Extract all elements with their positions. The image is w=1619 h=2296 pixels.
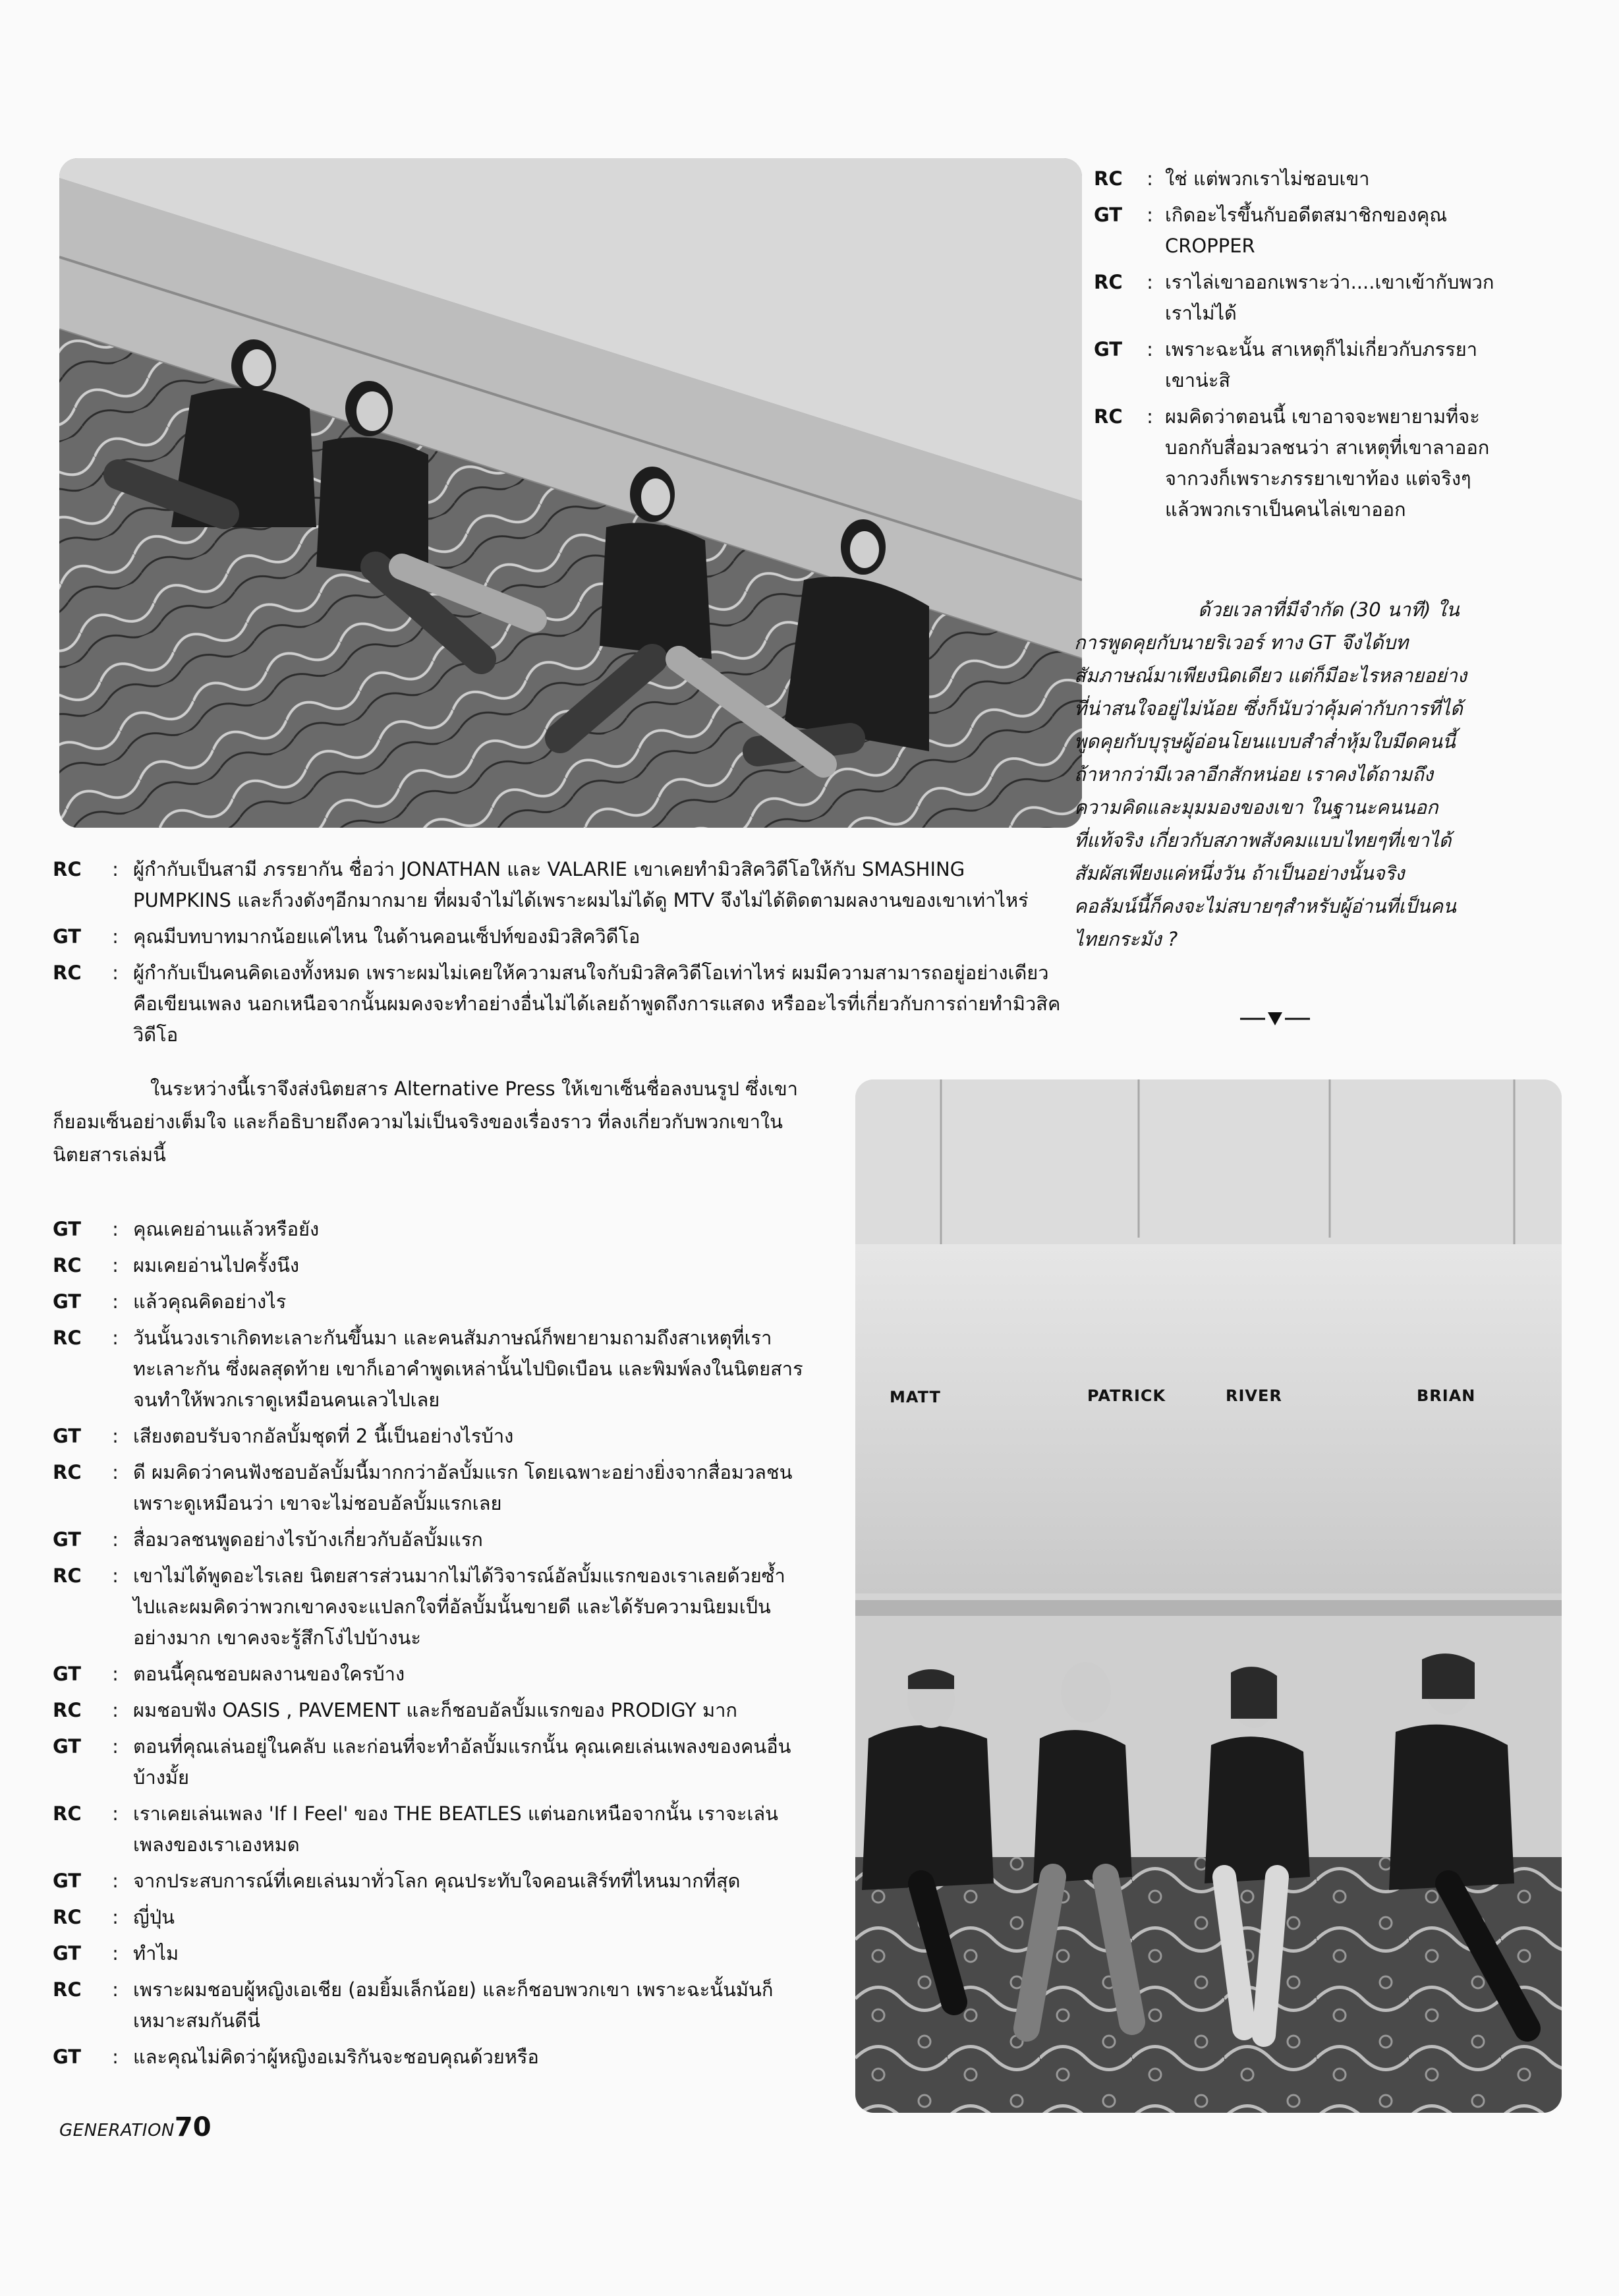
ornament-icon	[1239, 1010, 1311, 1028]
qa-row	[53, 1323, 804, 1416]
qa-text: ผมเคยอ่านไปครั้งนึง	[133, 1254, 300, 1277]
qa-row	[53, 1731, 804, 1793]
qa-text: ดี ผมคิดว่าคนฟังชอบอัลบั้มนี้มากกว่าอัลบั้มแรก โดยเฉพาะอย่างยิ่งจากสื่อมวลชนเพราะดูเหมือนว่า เขาจะไม่ชอบอัลบั้มแรกเลย	[133, 1461, 793, 1514]
editor-note	[1074, 593, 1469, 956]
qa-text: ตอนที่คุณเล่นอยู่ในคลับ และก่อนที่จะทำอัลบั้มแรกนั้น คุณเคยเล่นเพลงของคนอื่นบ้างมั้ย	[133, 1735, 791, 1789]
magazine-name: GENERATION	[59, 2121, 175, 2140]
qa-text: ใช่ แต่พวกเราไม่ชอบเขา	[1165, 167, 1370, 190]
qa-row	[53, 1866, 804, 1897]
qa-row	[53, 2042, 804, 2073]
colon: :	[112, 1218, 119, 1240]
qa-text: เราไล่เขาออกเพราะว่า....เขาเข้ากับพวกเราไม่ได้	[1165, 271, 1494, 324]
speaker-label: RC	[1094, 271, 1123, 293]
qa-row	[53, 854, 1061, 916]
qa-text: เราเคยเล่นเพลง 'If I Feel' ของ THE BEATLES แต่นอกเหนือจากนั้น เราจะเล่นเพลงของเราเองหมด	[133, 1802, 778, 1856]
photo-label-river: RIVER	[1226, 1387, 1282, 1405]
qa-row	[1094, 163, 1496, 194]
qa-text: แล้วคุณคิดอย่างไร	[133, 1290, 287, 1313]
qa-text: เพราะผมชอบผู้หญิงเอเชีย (อมยิ้มเล็กน้อย) และก็ชอบพวกเขา เพราะฉะนั้นมันก็เหมาะสมกันดีนี่	[133, 1978, 774, 2032]
speaker-label: RC	[53, 1978, 82, 2001]
colon: :	[112, 2046, 119, 2068]
colon: :	[112, 1290, 119, 1313]
divider-ornament	[1239, 1010, 1311, 1031]
speaker-label: GT	[1094, 338, 1123, 360]
qa-text: เสียงตอบรับจากอัลบั้มชุดที่ 2 นี้เป็นอย่างไรบ้าง	[133, 1425, 514, 1447]
colon: :	[112, 1564, 119, 1587]
colon: :	[1147, 405, 1153, 428]
speaker-label: RC	[1094, 405, 1123, 428]
left-column-interview	[53, 1214, 804, 2073]
colon: :	[112, 1870, 119, 1892]
qa-text: ผมชอบฟัง OASIS , PAVEMENT และก็ชอบอัลบั้มแรกของ PRODIGY มาก	[133, 1699, 737, 1721]
qa-row	[53, 1214, 804, 1245]
qa-row	[53, 1561, 804, 1653]
speaker-label: RC	[53, 1906, 82, 1928]
qa-text: เขาไม่ได้พูดอะไรเลย นิตยสารส่วนมากไม่ได้วิจารณ์อัลบั้มแรกของเราเลยด้วยซ้ำไปและผมคิดว่าพวกเขาคงจะแปลกใจที่อัลบั้มนั้นขายดี และได้รับความนิยมเป็นอย่างมาก เขาคงจะรู้สึกโง่ไปบ้างนะ	[133, 1564, 785, 1649]
qa-row	[53, 1421, 804, 1452]
qa-text: สื่อมวลชนพูดอย่างไรบ้างเกี่ยวกับอัลบั้มแรก	[133, 1528, 483, 1551]
page-number: 70	[174, 2112, 212, 2142]
band-photo-top-image	[59, 158, 1082, 828]
intro-text: ในระหว่างนี้เราจึงส่งนิตยสาร Alternative Press ให้เขาเซ็นชื่อลงบนรูป ซึ่งเขาก็ยอมเซ็นอย่างเต็มใจ และก็อธิบายถึงความไม่เป็นจริงของเรื่องราว ที่ลงเกี่ยวกับพวกเขาในนิตยสารเล่มนี้	[53, 1077, 798, 1166]
photo-label-matt: MATT	[890, 1388, 941, 1406]
qa-row	[53, 958, 1061, 1050]
colon: :	[112, 961, 119, 984]
colon: :	[112, 1254, 119, 1277]
colon: :	[112, 1663, 119, 1685]
qa-row	[53, 1250, 804, 1281]
speaker-label: GT	[1094, 204, 1123, 226]
colon: :	[112, 1735, 119, 1758]
speaker-label: RC	[53, 1254, 82, 1277]
qa-text: คุณมีบทบาทมากน้อยแค่ไหน ในด้านคอนเซ็ปท์ของมิวสิควิดีโอ	[133, 925, 640, 948]
qa-row	[53, 1659, 804, 1690]
editor-note-text: ด้วยเวลาที่มีจำกัด (30 นาที) ในการพูดคุยกับนายริเวอร์ ทาง GT จึงได้บทสัมภาษณ์มาเพียงนิดเดียว แต่ก็มีอะไรหลายอย่างที่น่าสนใจอยู่ไม่น้อย ซึ่งก็นับว่าคุ้มค่ากับการที่ได้พูดคุยกับบุรุษผู้อ่อนโยนแบบสำส่ำหุ้มใบมีดคนนี้ ถ้าหากว่ามีเวลาอีกสักหน่อย เราคงได้ถามถึงความคิดและมุมมองของเขา ในฐานะคนนอกที่แท้จริง เกี่ยวกับสภาพสังคมแบบไทยๆที่เขาได้สัมผัสเพียงแค่หนึ่งวัน ถ้าเป็นอย่างนั้นจริง คอลัมน์นี้ก็คงจะไม่สบายๆสำหรับผู้อ่านที่เป็นคนไทยกระมัง ?	[1074, 598, 1467, 950]
qa-row	[1094, 267, 1496, 329]
speaker-label: RC	[53, 1564, 82, 1587]
band-photo-bottom-image	[855, 1079, 1562, 2113]
qa-row	[53, 1286, 804, 1317]
qa-row	[53, 1798, 804, 1860]
speaker-label: RC	[53, 858, 82, 880]
photo-label-brian: BRIAN	[1417, 1387, 1476, 1405]
speaker-label: GT	[53, 1290, 82, 1313]
qa-text: เกิดอะไรขึ้นกับอดีตสมาชิกของคุณ CROPPER	[1165, 204, 1448, 257]
speaker-label: GT	[53, 1870, 82, 1892]
qa-row	[53, 1938, 804, 1969]
speaker-label: RC	[53, 1802, 82, 1825]
qa-text: วันนั้นวงเราเกิดทะเลาะกันขึ้นมา และคนสัมภาษณ์ก็พยายามถามถึงสาเหตุที่เราทะเลาะกัน ซึ่งผลสุดท้าย เขาก็เอาคำพูดเหล่านั้นไปบิดเบือน และพิมพ์ลงในนิตยสาร จนทำให้พวกเราดูเหมือนคนเลวไปเลย	[133, 1327, 803, 1411]
page-footer	[59, 2112, 212, 2142]
colon: :	[1147, 167, 1153, 190]
intro-paragraph	[53, 1072, 804, 1171]
qa-text: ผมคิดว่าตอนนี้ เขาอาจจะพยายามที่จะบอกกับสื่อมวลชนว่า สาเหตุที่เขาลาออกจากวงก็เพราะภรรยาเขาท้อง แต่จริงๆแล้วพวกเราเป็นคนไล่เขาออก	[1165, 405, 1490, 521]
colon: :	[112, 1461, 119, 1483]
qa-text: ทำไม	[133, 1942, 179, 1965]
speaker-label: GT	[53, 925, 82, 948]
top-right-interview	[1094, 163, 1496, 525]
colon: :	[112, 1528, 119, 1551]
speaker-label: GT	[53, 1218, 82, 1240]
speaker-label: GT	[53, 1663, 82, 1685]
speaker-label: RC	[53, 1327, 82, 1349]
qa-text: ผู้กำกับเป็นคนคิดเองทั้งหมด เพราะผมไม่เคยให้ความสนใจกับมิวสิควิดีโอเท่าไหร่ ผมมีความสามารถอยู่อย่างเดียวคือเขียนเพลง นอกเหนือจากนั้นผมคงจะทำอย่างอื่นไม่ได้เลยถ้าพูดถึงการแสดง หรืออะไรที่เกี่ยวกับการถ่ายทำมิวสิค วิดีโอ	[133, 961, 1061, 1046]
speaker-label: GT	[53, 1425, 82, 1447]
band-photo-top	[59, 158, 1082, 828]
band-photo-bottom	[855, 1079, 1562, 2113]
qa-text: จากประสบการณ์ที่เคยเล่นมาทั่วโลก คุณประทับใจคอนเสิร์ทที่ไหนมากที่สุด	[133, 1870, 741, 1892]
qa-row	[53, 1524, 804, 1555]
speaker-label: GT	[53, 1735, 82, 1758]
qa-text: เพราะฉะนั้น สาเหตุก็ไม่เกี่ยวกับภรรยาเขาน่ะสิ	[1165, 338, 1478, 391]
speaker-label: RC	[53, 961, 82, 984]
colon: :	[112, 1327, 119, 1349]
mid-left-interview	[53, 854, 1061, 1050]
qa-text: และคุณไม่คิดว่าผู้หญิงอเมริกันจะชอบคุณด้วยหรือ	[133, 2046, 539, 2068]
speaker-label: GT	[53, 1528, 82, 1551]
qa-row	[53, 1902, 804, 1933]
qa-text: คุณเคยอ่านแล้วหรือยัง	[133, 1218, 320, 1240]
photo-label-patrick: PATRICK	[1087, 1387, 1166, 1405]
qa-row	[1094, 401, 1496, 525]
speaker-label: RC	[53, 1461, 82, 1483]
colon: :	[112, 1942, 119, 1965]
qa-text: ตอนนี้คุณชอบผลงานของใครบ้าง	[133, 1663, 405, 1685]
qa-row	[53, 1974, 804, 2036]
colon: :	[112, 1425, 119, 1447]
colon: :	[1147, 204, 1153, 226]
colon: :	[1147, 271, 1153, 293]
colon: :	[112, 1802, 119, 1825]
speaker-label: GT	[53, 2046, 82, 2068]
speaker-label: GT	[53, 1942, 82, 1965]
colon: :	[1147, 338, 1153, 360]
speaker-label: RC	[53, 1699, 82, 1721]
qa-text: ผู้กำกับเป็นสามี ภรรยากัน ชื่อว่า JONATHAN และ VALARIE เขาเคยทำมิวสิควิดีโอให้กับ SMASHING PUMPKINS และก็วงดังๆอีกมากมาย ที่ผมจำไม่ได้เพราะผมไม่ได้ดู MTV จึงไม่ได้ติดตามผลงานของเขาเท่าไหร่	[133, 858, 1029, 911]
colon: :	[112, 1978, 119, 2001]
colon: :	[112, 858, 119, 880]
qa-row	[53, 1695, 804, 1726]
qa-row	[53, 1457, 804, 1519]
qa-text: ญี่ปุ่น	[133, 1906, 175, 1928]
qa-row	[53, 921, 1061, 952]
colon: :	[112, 925, 119, 948]
colon: :	[112, 1699, 119, 1721]
qa-row	[1094, 334, 1496, 396]
colon: :	[112, 1906, 119, 1928]
qa-row	[1094, 200, 1496, 262]
speaker-label: RC	[1094, 167, 1123, 190]
